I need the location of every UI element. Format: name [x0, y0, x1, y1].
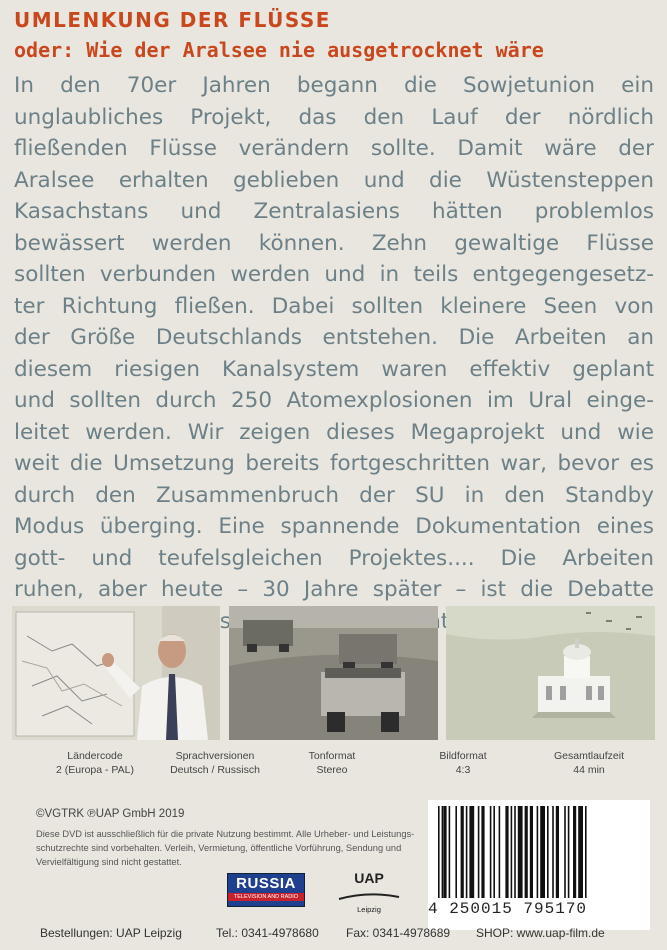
description-line: durch den Zusammenbruch der SU in den Standby [14, 482, 654, 508]
spec-aspect-ratio [393, 749, 533, 777]
barcode-number: 4 250015 795170 [428, 900, 588, 918]
barcode [428, 800, 650, 930]
photo-flooded-church [446, 606, 655, 740]
legal-line: Vervielfältigung sind nicht gestattet. [36, 857, 182, 867]
description-line: Modus überging. Eine spannende Dokumentation eines [14, 514, 654, 539]
spec-region [25, 749, 165, 777]
description [14, 70, 654, 637]
spec-audio [262, 749, 402, 777]
russia-logo-text: RUSSIA [236, 875, 296, 892]
description-line: fließenden Flüsse verändern sollte. Damit wäre der [14, 136, 654, 161]
uap-logo-subtext: Leipzig [357, 905, 381, 914]
copyright: ©VGTRK ℗UAP GmbH 2019 [36, 808, 185, 820]
russia-tv-logo [227, 873, 305, 907]
spec-label: Sprachversionen [175, 750, 255, 762]
description-line: unglaubliches Projekt, das den Lauf der nördlich [14, 104, 654, 130]
spec-label: Bildformat [439, 750, 487, 762]
uap-swoosh-icon [337, 893, 401, 901]
description-line: ter Richtung fließen. Dabei sollten kleinere Seen von [14, 293, 654, 319]
spec-label: Gesamtlaufzeit [553, 750, 625, 762]
spec-label: Ländercode [67, 750, 123, 762]
uap-logo [334, 870, 404, 912]
russia-logo-subtext: TELEVISION AND RADIO [228, 893, 304, 901]
description-line: und sollten durch 250 Atomexplosionen im Ural einge- [14, 388, 654, 413]
barcode-bars-icon [438, 806, 640, 898]
spec-label: Tonformat [308, 750, 356, 762]
legal-line: Diese DVD ist ausschließlich für die private Nutzung bestimmt. Alle Urheber- und Leistungs- [36, 829, 415, 839]
description-line: der Größe Deutschlands entstehen. Die Arbeiten an [14, 325, 654, 350]
spec-value: Deutsch / Russisch [170, 764, 260, 776]
footer-fax: Fax: 0341-4978689 [346, 926, 451, 940]
description-line: ruhen, aber heute – 30 Jahre später – ist die Debatte [14, 577, 654, 602]
photo-map-presenter [12, 606, 220, 740]
spec-value: 2 (Europa - PAL) [55, 764, 134, 776]
spec-value: Stereo [316, 764, 348, 776]
spec-value: 4:3 [455, 764, 471, 776]
photo-mining-trucks [229, 606, 438, 740]
description-line: bewässert werden können. Zehn gewaltige Flüsse [14, 230, 654, 256]
description-line: sollten verbunden werden und in teils entgegengesetz- [14, 262, 654, 287]
description-line: leitet werden. Wir zeigen dieses Megaprojekt und wie [14, 419, 654, 445]
description-line: In den 70er Jahren begann die Sowjetunion ein [14, 73, 654, 98]
legal-notice [36, 827, 421, 869]
legal-line: schutzrechte sind vorbehalten. Verleih, Vermietung, öffentliche Vorführung, Sendung und [36, 843, 402, 853]
description-line: gott- und teufelsgleichen Projektes.... Die Arbeiten [14, 545, 654, 571]
footer-shop[interactable]: SHOP: www.uap-film.de [476, 926, 605, 940]
title: UMLENKUNG DER FLÜSSE [14, 8, 331, 32]
uap-logo-text: UAP [354, 870, 384, 886]
spec-runtime [519, 749, 659, 777]
description-line: Aralsee erhalten geblieben und die Wüstensteppen [14, 167, 654, 193]
footer-phone: Tel.: 0341-4978680 [216, 926, 319, 940]
footer-orders: Bestellungen: UAP Leipzig [40, 926, 182, 940]
description-line: diesem riesigen Kanalsystem waren effektiv geplant [14, 356, 654, 382]
subtitle: oder: Wie der Aralsee nie ausgetrocknet wäre [14, 38, 544, 62]
description-line: Kasachstans und Zentralasiens hätten problemlos [14, 199, 654, 224]
spec-value: 44 min [573, 764, 605, 776]
description-line: weit die Umsetzung bereits fortgeschritten war, bevor es [14, 451, 654, 476]
